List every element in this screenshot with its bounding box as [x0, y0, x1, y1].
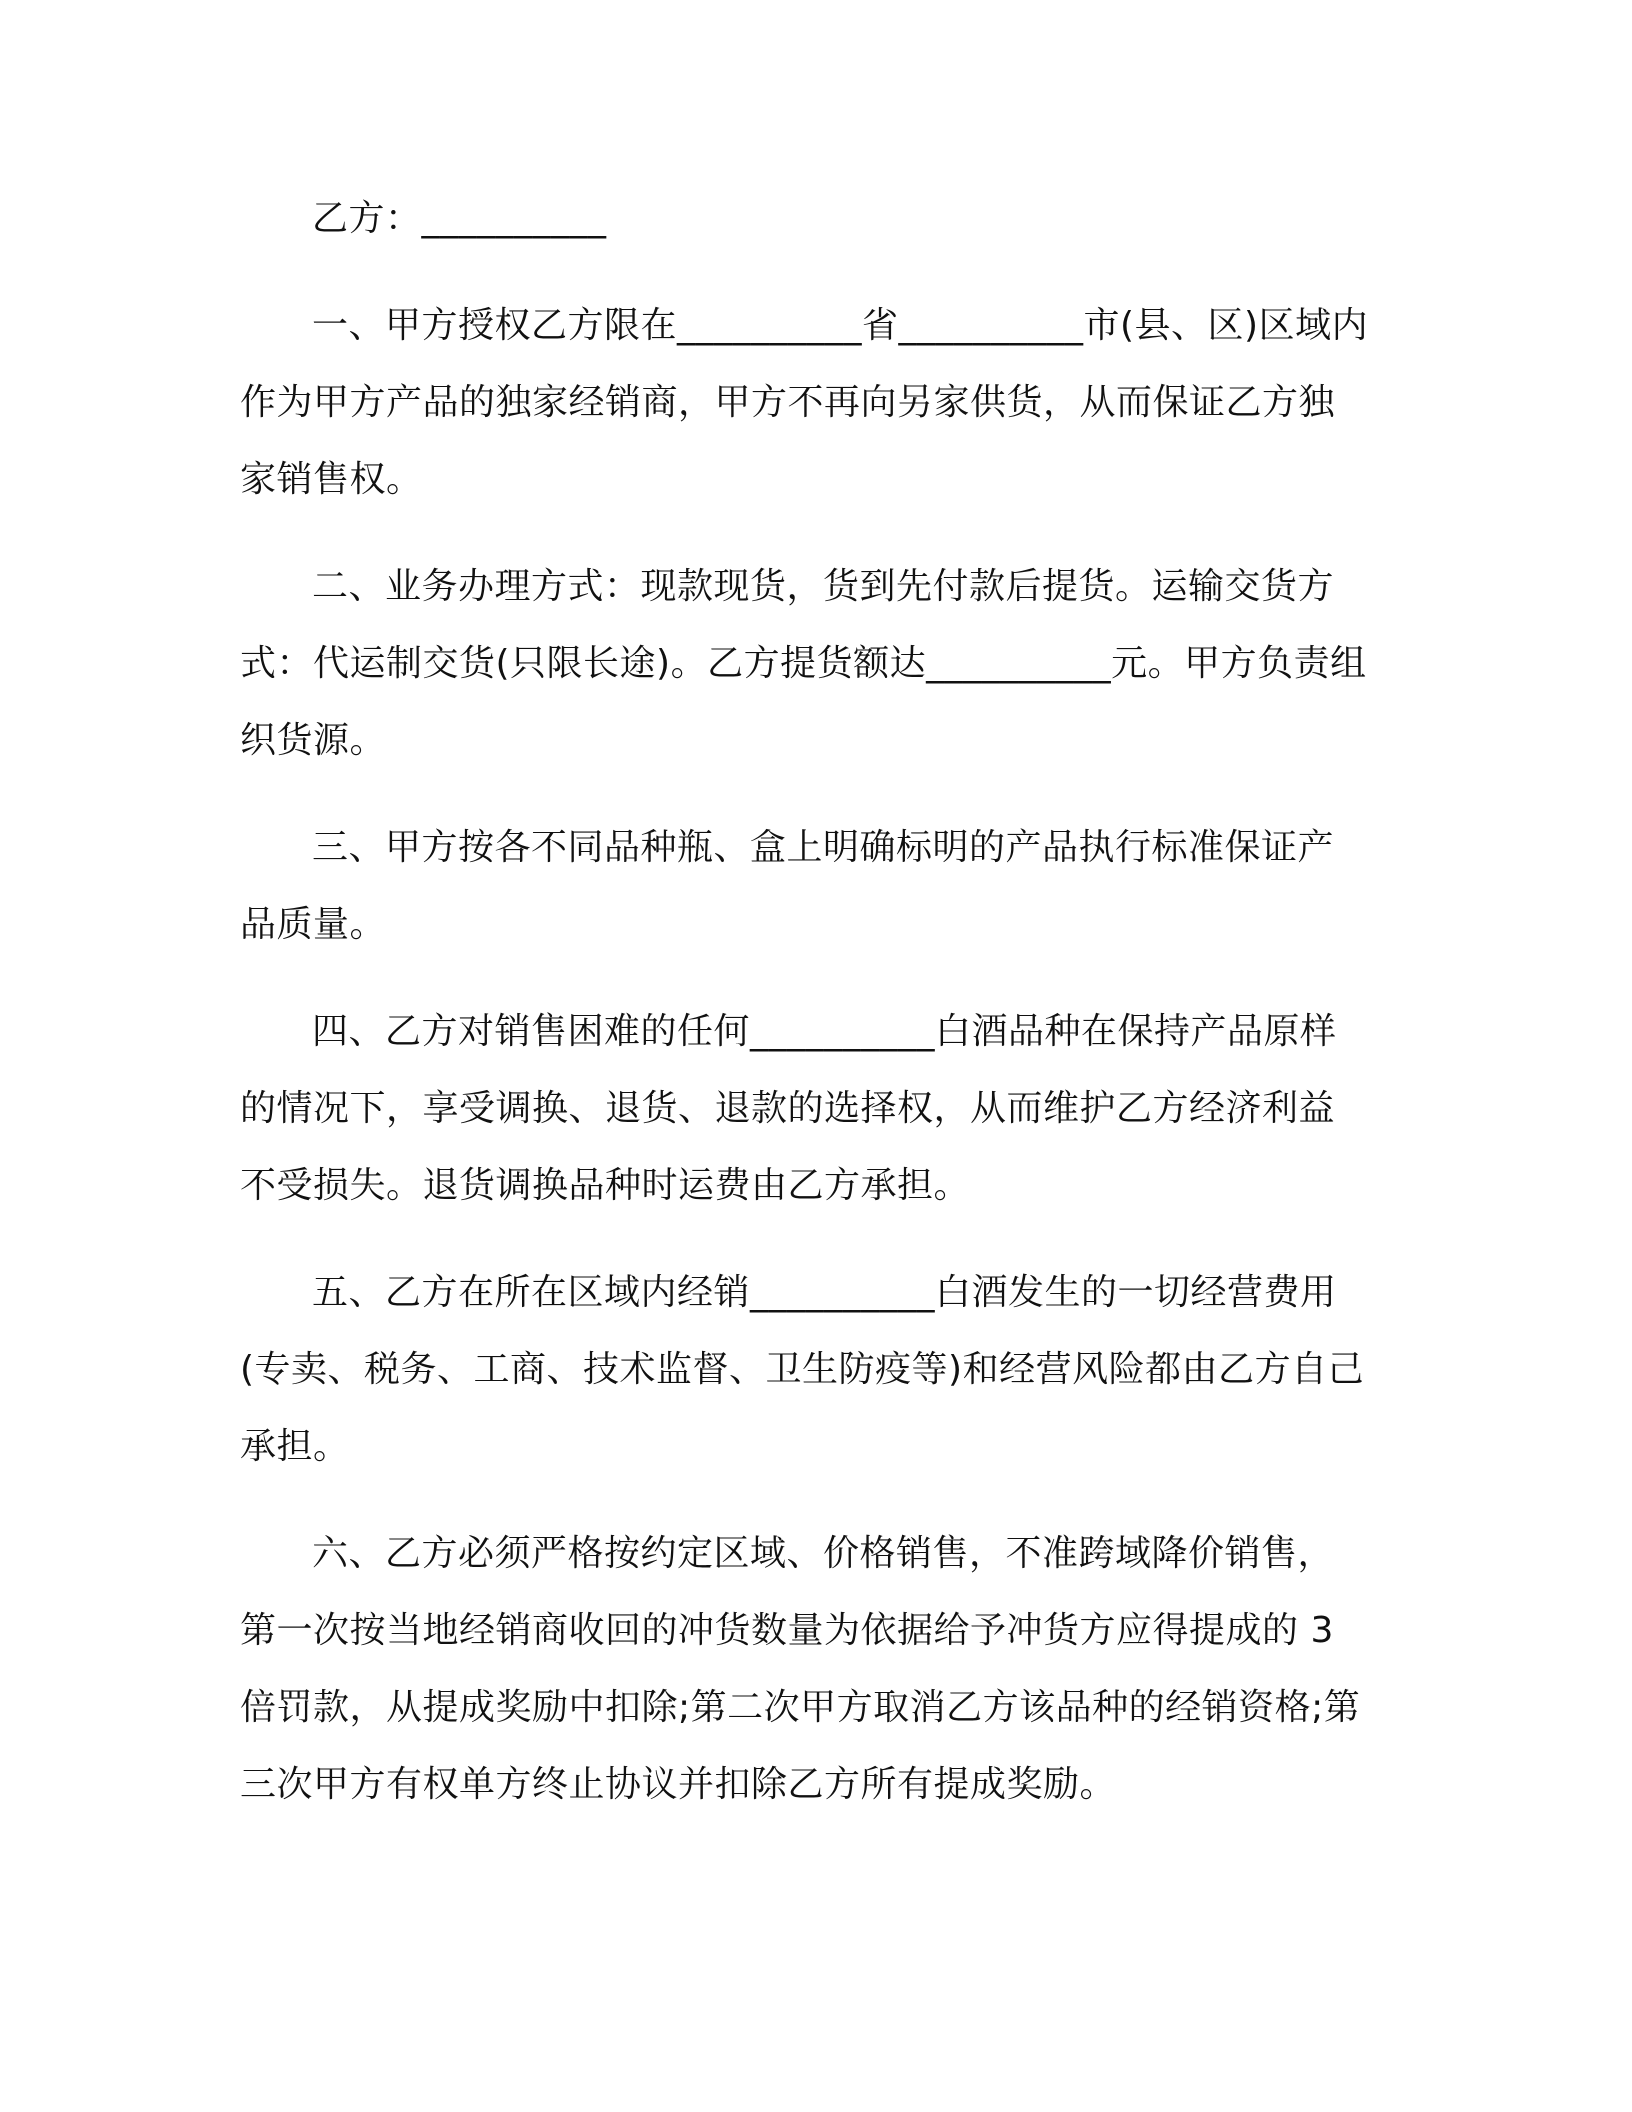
- clause-line: 织货源。: [240, 720, 387, 761]
- document-body: [240, 180, 1386, 1853]
- clause-line: 作为甲方产品的独家经销商，甲方不再向另家供货，从而保证乙方独: [240, 382, 1336, 423]
- clause-line: 三、甲方按各不同品种瓶、盒上明确标明的产品执行标准保证产: [312, 827, 1335, 868]
- party-b-line: 乙方：__________: [312, 198, 607, 239]
- clause-line: 承担。: [240, 1426, 350, 1467]
- clause-line: 倍罚款，从提成奖励中扣除;第二次甲方取消乙方该品种的经销资格;第: [240, 1687, 1361, 1728]
- clause-line: 二、业务办理方式：现款现货，货到先付款后提货。运输交货方: [312, 566, 1335, 607]
- clause-4: [240, 993, 1386, 1224]
- clause-2: [240, 548, 1386, 779]
- clause-line: 三次甲方有权单方终止协议并扣除乙方所有提成奖励。: [240, 1764, 1117, 1805]
- clause-line: 六、乙方必须严格按约定区域、价格销售，不准跨域降价销售，: [312, 1533, 1335, 1574]
- clause-line: 五、乙方在所在区域内经销__________白酒发生的一切经营费用: [312, 1272, 1337, 1313]
- clause-line: 四、乙方对销售困难的任何__________白酒品种在保持产品原样: [312, 1011, 1337, 1052]
- clause-line: 第一次按当地经销商收回的冲货数量为依据给予冲货方应得提成的 3: [240, 1610, 1334, 1651]
- clause-line: 品质量。: [240, 904, 387, 945]
- clause-line: 家销售权。: [240, 459, 423, 500]
- clause-line: (专卖、税务、工商、技术监督、卫生防疫等)和经营风险都由乙方自己: [240, 1349, 1365, 1390]
- clause-line: 不受损失。退货调换品种时运费由乙方承担。: [240, 1165, 971, 1206]
- clause-1: [240, 287, 1386, 518]
- clause-line: 一、甲方授权乙方限在__________省__________市(县、区)区域内: [312, 305, 1369, 346]
- clause-line: 式：代运制交货(只限长途)。乙方提货额达__________元。甲方负责组: [240, 643, 1367, 684]
- clause-line: 的情况下，享受调换、退货、退款的选择权，从而维护乙方经济利益: [240, 1088, 1336, 1129]
- clause-3: [240, 809, 1386, 963]
- clause-6: [240, 1515, 1386, 1823]
- clause-5: [240, 1254, 1386, 1485]
